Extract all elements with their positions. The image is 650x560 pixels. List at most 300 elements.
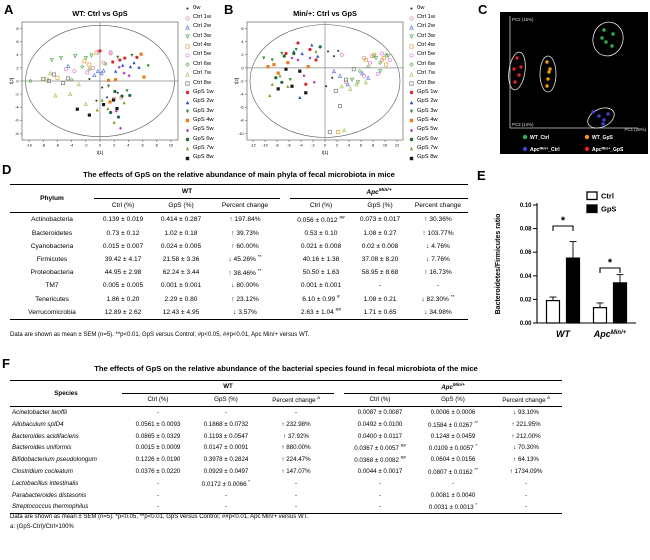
table-cell: 0.0044 ± 0.0017	[357, 467, 403, 475]
table-cell: 0.0172 ± 0.0066 *	[201, 478, 251, 488]
legend-marker-icon	[408, 52, 415, 59]
table-row	[10, 406, 562, 418]
legend-marker-icon	[184, 80, 191, 87]
spacer-cell	[334, 489, 344, 501]
legend-item	[184, 69, 214, 78]
column-header: Percent change $^a$	[258, 393, 334, 406]
legend-marker-icon	[408, 80, 415, 87]
panel-e-label: E	[477, 168, 486, 183]
legend-marker-icon	[184, 117, 191, 124]
series-ctrl-6w	[29, 62, 107, 82]
pc3-axis-label: PC3 (14%)	[512, 122, 534, 127]
legend-item-label: Ctrl 7w	[417, 70, 436, 77]
table-cell: ↑ 147.07%	[281, 467, 311, 475]
svg-text:-6: -6	[15, 117, 19, 123]
column-header: Percent change	[408, 199, 468, 213]
table-cell: 1.08 ± 0.27	[363, 229, 397, 237]
svg-text:0.06: 0.06	[519, 250, 532, 257]
row-name: Proteobacteria	[30, 269, 74, 277]
legend-item-label: Apc$^{Min/+}$_GpS	[592, 146, 624, 153]
pc2-axis-label: PC2 (15%)	[512, 17, 534, 22]
table-cell: 0.139 ± 0.019	[102, 216, 144, 224]
legend-marker-icon	[408, 117, 415, 124]
spacer-cell	[334, 501, 344, 513]
legend-item-label: GpS 5w	[193, 126, 214, 133]
table-row	[10, 442, 562, 454]
table-cell: 12.43 ± 4.95	[152, 306, 210, 320]
table-cell: ↑ 38.46% **	[228, 268, 262, 277]
table-cell: -	[156, 491, 160, 499]
table-row	[10, 489, 562, 501]
table-cell: 0.53 ± 0.10	[304, 229, 338, 237]
row-name: Bacteroidetes	[31, 229, 73, 237]
table-cell: -	[294, 479, 298, 487]
phyla-abundance-table	[10, 184, 468, 320]
spacer-cell	[334, 418, 344, 430]
svg-text:-8: -8	[275, 142, 279, 148]
legend-marker-icon	[408, 33, 415, 40]
table-cell: 0.056 ± 0.012 ##	[297, 215, 345, 225]
table-cell: 0.0604 ± 0.0156	[430, 456, 476, 464]
table-cell: 12.89 ± 2.62	[94, 306, 152, 320]
table-cell: ↑ 30.36%	[424, 216, 452, 224]
table-cell: 0.0376 ± 0.0220	[135, 467, 181, 475]
spacer-cell	[334, 466, 344, 478]
y-axis-label: t[2]	[9, 77, 14, 85]
table-cell: 1.02 ± 0.18	[164, 229, 198, 237]
legend-item-label: WT_GpS	[592, 135, 613, 141]
svg-text:0: 0	[16, 78, 19, 84]
table-cell: 0.021 ± 0.008	[300, 242, 342, 250]
table-cell: 0.0368 ± 0.0082 ##	[354, 455, 406, 465]
table-row	[10, 266, 468, 279]
spacer-cell	[280, 240, 290, 253]
svg-text:6: 6	[16, 39, 19, 45]
table-cell: 0.073 ± 0.017	[359, 216, 401, 224]
svg-text:12: 12	[394, 142, 400, 148]
row-name: Acinetobacter lwoffii	[12, 408, 68, 416]
table-cell: 0.0807 ± 0.0162 **	[428, 466, 479, 476]
table-row	[10, 213, 468, 227]
table-cell: 21.58 ± 3.36	[162, 256, 200, 264]
legend-item-label: GpS 2w	[417, 98, 438, 105]
table-cell: 0.1584 ± 0.0267 **	[428, 419, 479, 429]
column-header: GpS (%)	[152, 199, 210, 213]
svg-text:4: 4	[241, 39, 244, 45]
row-name: Lactobacillus intestinalis	[12, 479, 79, 487]
legend-item-label: Ctrl 8w	[193, 79, 212, 86]
legend-marker-icon	[184, 127, 191, 134]
table-cell: ↓ 93.10%	[513, 408, 539, 416]
svg-text:0.08: 0.08	[519, 226, 532, 233]
table-cell: 2.63 ± 1.04 ##	[290, 306, 352, 320]
spacer-cell	[334, 430, 344, 442]
legend-item-label: Ctrl 1w	[193, 14, 212, 21]
legend-marker-icon	[408, 108, 415, 115]
legend-item	[184, 107, 214, 116]
table-f-title: The effects of GpS on the relative abundance of the bacterial species found in fecal microbiota of the mice	[94, 364, 478, 373]
table-row	[10, 430, 562, 442]
series-gps-3w	[107, 54, 150, 93]
table-cell: 2.29 ± 0.80	[164, 295, 198, 303]
table-cell: 0.005 ± 0.005	[102, 282, 144, 290]
legend-item	[184, 32, 214, 41]
row-header: Species	[10, 381, 122, 407]
legend-item-label: GpS 7w	[193, 144, 214, 151]
svg-text:0.02: 0.02	[519, 297, 532, 304]
legend-item	[184, 116, 214, 125]
legend-item-label: GpS	[601, 204, 617, 214]
table-cell: ↓ 70.30%	[513, 444, 539, 452]
table-cell: -	[378, 282, 382, 290]
table-cell: 50.50 ± 1.63	[302, 269, 340, 277]
svg-text:-4: -4	[69, 142, 74, 148]
svg-text:-12: -12	[250, 142, 256, 148]
table-cell: ↑ 197.84%	[229, 216, 261, 224]
table-cell: ↑ 232.98%	[281, 420, 311, 428]
legend-item-label: Ctrl 1w	[417, 14, 436, 21]
spacer-cell	[334, 406, 344, 418]
table-cell: -	[436, 282, 440, 290]
bar-gps-1	[614, 283, 627, 323]
legend-item	[184, 125, 214, 134]
table-cell: -	[451, 479, 455, 487]
series-gps-5w	[290, 56, 315, 83]
legend-marker-icon	[184, 33, 191, 40]
series-ctrl-2w	[66, 64, 105, 76]
svg-text:-6: -6	[287, 142, 291, 148]
legend-marker-icon	[184, 52, 191, 59]
svg-text:0.10: 0.10	[519, 203, 532, 209]
legend-item-label: Ctrl 7w	[193, 70, 212, 77]
table-cell: 0.015 ± 0.007	[102, 242, 144, 250]
legend-item	[408, 79, 438, 88]
species-abundance-table	[10, 380, 562, 514]
x-axis-label: t[1]	[96, 150, 104, 155]
legend-item-label: Ctrl 4w	[193, 42, 212, 49]
series-gps-4w	[107, 53, 146, 104]
table-cell: 0.73 ± 0.12	[106, 229, 140, 237]
legend-item	[408, 60, 438, 69]
svg-text:0: 0	[241, 65, 244, 71]
legend-item-label: GpS 6w	[193, 135, 214, 142]
panel-b-legend	[408, 4, 438, 163]
table-d-footnote: Data are shown as mean ± SEM (n=5). **p<0.01, GpS versus Control; #p<0.05, ##p<0.01, Apc Min/+ versus WT.	[10, 332, 310, 338]
table-cell: 0.0929 ± 0.0497	[203, 467, 249, 475]
group-header: Apc$^{Min/+}$	[290, 185, 468, 199]
table-cell: -	[194, 501, 258, 513]
legend-item-label: Ctrl 5w	[417, 51, 436, 58]
column-header: GpS (%)	[352, 199, 408, 213]
table-cell: 0.0081 ± 0.0040	[430, 491, 476, 499]
legend-marker-icon	[408, 24, 415, 31]
legend-marker-icon	[408, 15, 415, 22]
column-header: Ctrl (%)	[290, 199, 352, 213]
legend-item	[408, 97, 438, 106]
svg-text:-10: -10	[26, 142, 32, 148]
table-cell: 40.16 ± 1.38	[302, 256, 340, 264]
table-cell: -	[525, 479, 528, 487]
legend-item-label: Ctrl	[601, 191, 614, 201]
column-header: Ctrl (%)	[94, 199, 152, 213]
column-header: Percent change $^a$	[490, 393, 562, 406]
table-cell: 0.1226 ± 0.0190	[135, 456, 181, 464]
legend-marker-icon	[408, 61, 415, 68]
legend-item	[408, 4, 438, 13]
legend-item-label: GpS 8w	[193, 154, 214, 161]
table-cell: -	[378, 479, 382, 487]
pca-score-plot-min	[233, 6, 411, 166]
legend-item	[184, 79, 214, 88]
svg-text:4: 4	[127, 142, 130, 148]
table-cell: 0.414 ± 0.287	[160, 216, 202, 224]
y-axis-label: Bacteroidetes/Firmicutes ratio	[495, 213, 502, 315]
row-name: Firmicutes	[36, 256, 68, 264]
column-header: GpS (%)	[194, 393, 258, 406]
svg-text:2: 2	[113, 142, 116, 148]
table-cell: 0.001 ± 0.001	[160, 282, 202, 290]
svg-text:2: 2	[16, 65, 19, 71]
svg-text:8: 8	[155, 142, 158, 148]
svg-text:6: 6	[241, 25, 244, 31]
svg-text:4: 4	[347, 142, 351, 148]
legend-item-label: 0w	[417, 4, 425, 11]
legend-marker-icon	[184, 155, 191, 162]
svg-text:10: 10	[168, 142, 174, 148]
svg-text:4: 4	[16, 52, 19, 58]
row-name: Bifidobacterium pseudolongum	[12, 456, 97, 464]
legend-item	[408, 41, 438, 50]
bar-ctrl-1	[594, 308, 607, 323]
table-cell: 1.86 ± 0.20	[106, 295, 140, 303]
legend-item	[184, 23, 214, 32]
table-cell: ↓ 45.26% **	[228, 255, 262, 264]
table-cell: 0.1248 ± 0.0459	[430, 432, 476, 440]
legend-item	[408, 13, 438, 22]
table-row	[10, 227, 468, 240]
legend-dot-icon	[585, 135, 589, 139]
svg-text:-8: -8	[15, 130, 19, 136]
legend-marker-icon	[184, 15, 191, 22]
table-row	[10, 253, 468, 266]
table-cell: ↓ 34.98%	[408, 306, 468, 320]
legend-item-label: GpS 2w	[193, 98, 214, 105]
table-cell: -	[122, 501, 194, 513]
svg-text:-4: -4	[240, 91, 244, 97]
svg-text:-6: -6	[240, 104, 244, 110]
legend-item	[184, 97, 214, 106]
legend-marker-icon	[408, 5, 415, 12]
svg-text:-2: -2	[311, 142, 315, 148]
table-cell: 0.1193 ± 0.0547	[203, 432, 249, 440]
legend-marker-icon	[408, 145, 415, 152]
legend-dot-icon	[523, 135, 527, 139]
legend-marker-icon	[184, 61, 191, 68]
table-row	[10, 501, 562, 513]
legend-item-label: Ctrl 4w	[417, 42, 436, 49]
svg-text:-6: -6	[55, 142, 60, 148]
table-cell: 0.024 ± 0.005	[160, 242, 202, 250]
row-name: Cyanobacteria	[30, 242, 74, 250]
table-cell: 58.95 ± 8.68	[361, 269, 399, 277]
row-name: Actinobacteria	[31, 216, 73, 224]
legend-item-label: Ctrl 5w	[193, 51, 212, 58]
svg-text:-10: -10	[237, 130, 244, 136]
svg-text:2: 2	[335, 142, 339, 148]
legend-marker-icon	[184, 99, 191, 106]
legend-item	[408, 88, 438, 97]
series-ctrl-4w	[45, 51, 98, 81]
panel-a-legend	[184, 4, 214, 163]
legend-item	[408, 116, 438, 125]
table-cell: -	[378, 491, 382, 499]
spacer-cell	[280, 227, 290, 240]
panel-f-label: F	[2, 356, 10, 371]
legend-item	[408, 32, 438, 41]
legend-item	[408, 154, 438, 163]
table-cell: ↓ 4.76%	[426, 242, 450, 250]
legend-item	[408, 125, 438, 134]
table-cell: 0.0400 ± 0.0117	[357, 432, 403, 440]
table-cell: -	[490, 501, 562, 513]
table-row	[10, 477, 562, 489]
legend-item-label: Apc$^{Min/+}$_Ctrl	[530, 146, 560, 153]
svg-text:-2: -2	[240, 78, 244, 84]
legend-item	[184, 51, 214, 60]
legend-item	[408, 144, 438, 153]
panel-d-label: D	[2, 162, 12, 177]
table-cell: ↑ 1734.09%	[509, 467, 543, 475]
table-cell: 0.0006 ± 0.0006	[430, 408, 476, 416]
table-row	[10, 279, 468, 292]
row-name: Bacteroides uniformis	[12, 444, 72, 452]
table-cell: 1.08 ± 0.21	[363, 295, 397, 303]
legend-marker-icon	[184, 136, 191, 143]
legend-item-label: GpS 5w	[417, 126, 438, 133]
legend-item	[184, 154, 214, 163]
legend-item-label: GpS 1w	[193, 88, 214, 95]
legend-item-label: Ctrl 3w	[193, 32, 212, 39]
table-cell: 0.0492 ± 0.0100	[357, 420, 403, 428]
legend-marker-icon	[408, 71, 415, 78]
legend-dot-icon	[585, 147, 589, 151]
svg-text:0.04: 0.04	[519, 273, 532, 280]
group-header: Apc$^{Min/+}$	[344, 381, 562, 394]
table-cell: 44.95 ± 2.98	[104, 269, 142, 277]
legend-item-label: GpS 7w	[417, 144, 438, 151]
legend-marker-icon	[408, 99, 415, 106]
svg-text:8: 8	[16, 25, 19, 31]
row-name: Allobaculum spID4	[12, 420, 64, 428]
svg-text:10: 10	[382, 142, 388, 148]
svg-text:-8: -8	[41, 142, 46, 148]
table-cell: 37.08 ± 8.20	[361, 256, 399, 264]
legend-item	[184, 4, 214, 13]
legend-marker-icon	[184, 89, 191, 96]
spacer-cell	[334, 454, 344, 466]
table-cell: 0.0031 ± 0.0013 *	[416, 501, 490, 513]
bar-gps-0	[567, 258, 580, 323]
legend-item-label: WT_Ctrl	[530, 135, 550, 141]
legend-marker-icon	[184, 145, 191, 152]
legend-item-label: 0w	[193, 4, 201, 11]
legend-item	[184, 13, 214, 22]
legend-item	[408, 135, 438, 144]
svg-text:8: 8	[371, 142, 375, 148]
legend-marker-icon	[184, 24, 191, 31]
legend-item-label: GpS 4w	[417, 116, 438, 123]
legend-item	[408, 69, 438, 78]
legend-item	[184, 144, 214, 153]
legend-item-label: GpS 6w	[417, 135, 438, 142]
y-axis-label: t[2]	[234, 77, 239, 85]
chart-title: WT: Ctrl vs GpS	[72, 9, 128, 18]
legend-item-label: GpS 8w	[417, 154, 438, 161]
spacer-cell	[280, 293, 290, 306]
table-cell: -	[224, 491, 228, 499]
table-cell: ↑ 64.13%	[513, 456, 539, 464]
row-name: Bacteroides acidifaciens	[12, 432, 79, 440]
series-ctrl-7w	[340, 81, 367, 132]
table-cell: ↑ 880.00%	[281, 444, 311, 452]
table-f-footnote-2: a: (GpS-Ctrl)/Ctrl×100%	[10, 524, 74, 530]
legend-marker-icon	[408, 43, 415, 50]
pca-score-plot-wt	[8, 6, 186, 166]
legend-item-label: Ctrl 2w	[193, 23, 212, 30]
table-cell: ↑ 103.77%	[422, 229, 454, 237]
table-cell: -	[258, 501, 334, 513]
column-header: Ctrl (%)	[122, 393, 194, 406]
legend-item-label: GpS 3w	[193, 107, 214, 114]
svg-text:0: 0	[323, 142, 327, 148]
table-cell: ↑ 221.95%	[511, 420, 541, 428]
svg-text:-2: -2	[15, 91, 19, 97]
spacer-cell	[334, 477, 344, 489]
table-cell: 0.0367 ± 0.0057 ##	[354, 443, 406, 453]
table-cell: 0.001 ± 0.001	[300, 282, 342, 290]
pc1-axis-label: PC1 (28%)	[624, 127, 646, 132]
svg-text:2: 2	[241, 52, 244, 58]
series-ctrl-4w	[337, 53, 388, 134]
table-cell: ↑ 212.00%	[511, 432, 541, 440]
legend-marker-icon	[408, 89, 415, 96]
table-row	[10, 306, 468, 320]
spacer-cell	[280, 266, 290, 279]
legend-dot-icon	[523, 147, 527, 151]
group-header: WT	[122, 381, 334, 394]
legend-swatch-ctrl	[587, 192, 597, 200]
sig-star: *	[560, 215, 566, 227]
legend-item-label: GpS 1w	[417, 88, 438, 95]
legend-marker-icon	[408, 127, 415, 134]
category-label: Apc$^{Min/+}$	[593, 329, 627, 339]
table-cell: ↓ 3.57%	[210, 306, 280, 320]
table-cell: ↑ 23.12%	[231, 295, 259, 303]
legend-marker-icon	[184, 71, 191, 78]
series-gps-6w	[109, 90, 131, 119]
table-cell: 62.24 ± 3.44	[162, 269, 200, 277]
legend-item-label: Ctrl 3w	[417, 32, 436, 39]
legend-item	[184, 88, 214, 97]
column-header: GpS (%)	[416, 393, 490, 406]
svg-text:-4: -4	[15, 104, 19, 110]
table-cell: 0.0147 ± 0.0091	[203, 444, 249, 452]
table-cell: 0.0015 ± 0.0009	[135, 444, 181, 452]
sig-star: *	[607, 257, 613, 269]
svg-text:6: 6	[359, 142, 363, 148]
svg-text:-10: -10	[262, 142, 268, 148]
pca-3d-plot	[500, 12, 648, 154]
